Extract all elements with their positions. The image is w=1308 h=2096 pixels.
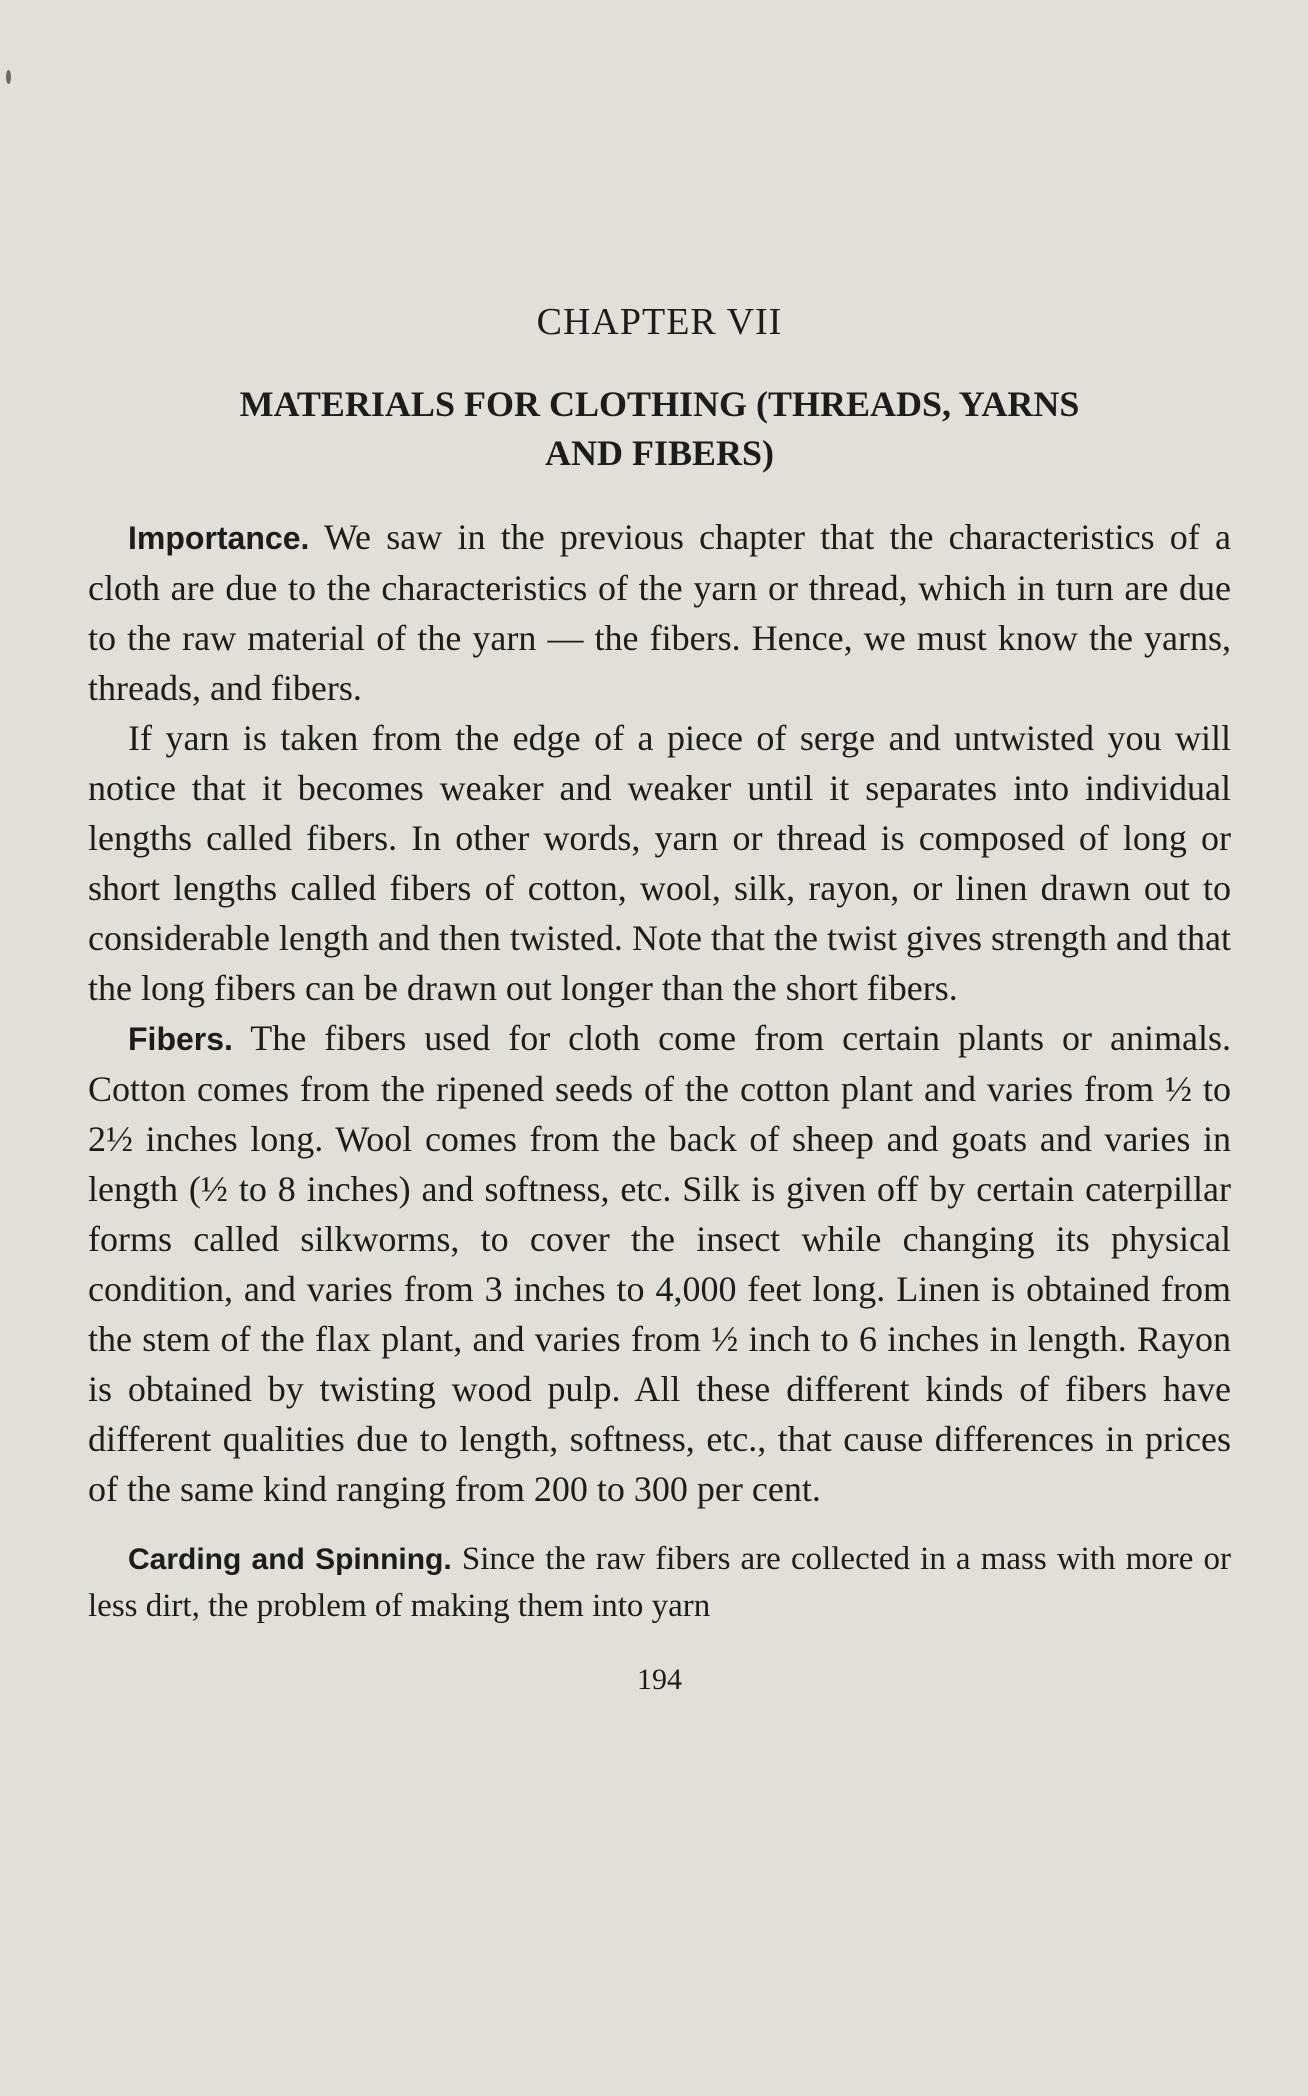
chapter-title: [88, 380, 1231, 478]
carding-text: Since the raw fibers are collected in a mass with more or less dirt, the problem of making them into yarn: [88, 1541, 1232, 1624]
carding-paragraph: [88, 1536, 1231, 1630]
fibers-heading: Fibers.: [128, 1021, 233, 1057]
importance-text: We saw in the previous chapter that the characteristics of a cloth are due to the characteristics of the yarn or thread, which in turn are due to the raw material of the yarn — the fibers. Hence, we must know the yarns, threads, and fibers.: [88, 517, 1231, 708]
importance-paragraph: [88, 512, 1231, 713]
fibers-text: The fibers used for cloth come from certain plants or animals. Cotton comes from the ripened seeds of the cotton plant and varies from ½ to 2½ inches long. Wool comes from the back of sheep and goats and varies in length (½ to 8 inches) and softness, etc. Silk is given off by certain caterpillar forms called silkworms, to cover the insect while changing its physical condition, and varies from 3 inches to 4,000 feet long. Linen is obtained from the stem of the flax plant, and varies from ½ inch to 6 inches in length. Rayon is obtained by twisting wood pulp. All these different kinds of fibers have different qualities due to length, softness, etc., that cause differences in prices of the same kind ranging from 200 to 300 per cent.: [88, 1018, 1231, 1509]
yarn-paragraph: If yarn is taken from the edge of a piece of serge and untwisted you will notice that it becomes weaker and weaker until it separates into individual lengths called fibers. In other words, yarn or thread is composed of long or short lengths called fibers of cotton, wool, silk, rayon, or linen drawn out to considerable length and then twisted. Note that the twist gives strength and that the long fibers can be drawn out longer than the short fibers.: [88, 718, 1231, 1008]
importance-heading: Importance.: [128, 520, 310, 556]
page-number: 194: [637, 1663, 682, 1696]
carding-heading: Carding and Spinning.: [128, 1543, 452, 1576]
book-page: [88, 300, 1231, 1697]
fibers-paragraph: [88, 1013, 1231, 1514]
page-speck: [6, 70, 11, 84]
chapter-heading: CHAPTER VII: [536, 301, 783, 343]
chapter-title-line-1: MATERIALS FOR CLOTHING (THREADS, YARNS: [239, 384, 1080, 424]
chapter-title-line-2: AND FIBERS): [544, 433, 775, 473]
